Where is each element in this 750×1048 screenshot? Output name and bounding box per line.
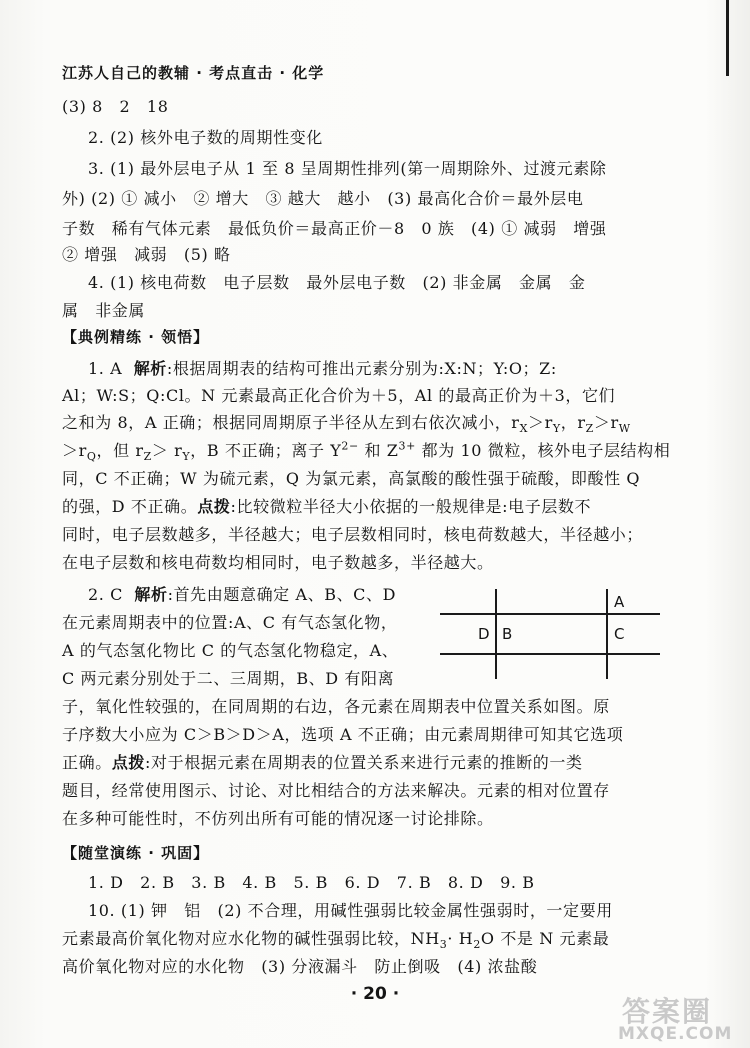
q2-line: 在多种可能性时，不仿列出所有可能的情况逐一讨论排除。 [62,809,494,828]
q10-text: · H [447,929,474,948]
q1-text: ，但 r [96,441,144,460]
answer-line: 属 非金属 [62,301,146,320]
tip-label: 点拨 [111,753,146,772]
answer-line: ② 增强 减弱 (5) 略 [62,245,231,264]
answer-line: 外) (2) ① 减小 ② 增大 ③ 越大 越小 (3) 最高化合价＝最外层电 [62,189,584,208]
q10-line: 10. (1) 钾 铝 (2) 不合理，用碱性强弱比较金属性强弱时，一定要用 [88,901,613,920]
grid-line [606,589,608,679]
section-heading: 【随堂演练 · 巩固】 [62,844,210,862]
q1-text: 之和为 8，A 正确；根据同周期原子半径从左到右依次减小，r [62,413,520,432]
grid-line [495,589,497,679]
q2-text: 正确。 [62,753,112,772]
q2-line: 在元素周期表中的位置:A、C 有气态氢化物， [62,613,398,632]
answer-line: 子数 稀有气体元素 最低负价＝最高正价－8 0 族 (4) ① 减弱 增强 [62,219,607,238]
tip-label: 点拨 [197,497,231,516]
q1-line: 同时，电子层数越多，半径越大；电子层数相同时，核电荷数越大，半径越小； [62,525,644,544]
q2-line [62,750,583,773]
section-heading: 【典例精练 · 领悟】 [62,328,210,346]
q1-text: :比较微粒半径大小依据的一般规律是:电子层数不 [230,497,592,516]
element-a: A [614,593,625,611]
q10-line: 高价氧化物对应的水化物 (3) 分液漏斗 防止倒吸 (4) 浓盐酸 [62,957,538,976]
q2-text: :对于根据元素在周期表的位置关系来进行元素的推断的一类 [145,753,583,772]
q1-text: :根据周期表的结构可推出元素分别为:X:N；Y:O；Z: [166,359,557,378]
answer-line: 3. (1) 最外层电子从 1 至 8 呈周期性排列(第一周期除外、过渡元素除 [88,159,607,178]
q1-text: 都为 10 微粒，核外电子层结构相 [421,441,671,460]
element-d: D [478,625,490,643]
watermark-url: MXQE.COM [618,1024,733,1044]
q1-text: ＞r [62,441,87,460]
book-header: 江苏人自己的教辅 · 考点直击 · 化学 [62,64,325,82]
q1-line: Al；W:S；Q:Cl。N 元素最高正化合价为＋5，Al 的最高正价为＋3，它们 [62,386,616,405]
practice-answers: 1. D 2. B 3. B 4. B 5. B 6. D 7. B 8. D 9. B [88,873,535,892]
q1-line [88,356,557,379]
answer-line: 2. (2) 核外电子数的周期性变化 [88,128,323,147]
watermark-logo [610,990,750,1048]
answer-line: (3) 8 2 18 [62,97,169,116]
q1-line: 同，C 不正确；W 为硫元素，Q 为氯元素，高氯酸的酸性强于硫酸，即酸性 Q [62,469,641,488]
q1-line: 之和为 8，A 正确；根据同周期原子半径从左到右依次减小，$r_X>r_Y$，$r_Z>r_W$ [62,413,631,436]
q10-text: 元素最高价氧化物对应水化物的碱性强弱比较，NH [62,929,440,948]
q1-text: ＞ r [151,441,183,460]
q2-line: 子序数大小应为 C＞B＞D＞A，选项 A 不正确；由元素周期律可知其它选项 [62,725,624,744]
grid-line [440,653,660,655]
q2-line: 子，氧化性较强的，在同周期的右边，各元素在周期表中位置关系如图。原 [62,697,610,716]
q1-text: ，B 不正确；离子 Y [190,441,342,460]
q1-line [62,494,591,517]
q1-line: $>r_Q$，但 $r_Z> r_Y$，B 不正确；离子 $Y^{2-}$ 和 $Z^{3+}$ 都为 10 微粒，核外电子层结构相 [62,439,671,464]
page-number: · 20 · [350,984,400,1004]
q1-line: 在电子层数和核电荷数均相同时，电子数越多，半径越大。 [62,553,494,572]
element-c: C [614,625,625,643]
q1-text: 和 Z [364,441,399,460]
q10-line: 元素最高价氧化物对应水化物的碱性强弱比较，$NH_3\cdot H_2O$ 不是 N 元素最 [62,929,610,952]
periodic-position-diagram [440,585,660,681]
q1-answer: 1. A [88,359,123,378]
q2-line: C 两元素分别处于二、三周期，B、D 有阳离 [62,669,395,688]
q2-line: 题目，经常使用图示、讨论、对比相结合的方法来解决。元素的相对位置存 [62,781,610,800]
page-edge-bar [726,0,729,76]
grid-line [440,613,660,615]
analysis-label: 解析 [133,359,167,378]
q2-line [88,582,396,605]
answer-line: 4. (1) 核电荷数 电子层数 最外层电子数 (2) 非金属 金属 金 [88,273,586,292]
watermark-text: 答案圈 [622,995,713,1028]
q2-text: :首先由题意确定 A、B、C、D [167,585,397,604]
q1-text: 的强，D 不正确。 [62,497,198,516]
q2-line: A 的气态氢化物比 C 的气态氢化物稳定，A、 [62,641,399,660]
q10-text: O 不是 N 元素最 [480,929,610,948]
q2-answer: 2. C [88,585,123,604]
element-b: B [502,625,513,643]
analysis-label: 解析 [134,585,168,604]
